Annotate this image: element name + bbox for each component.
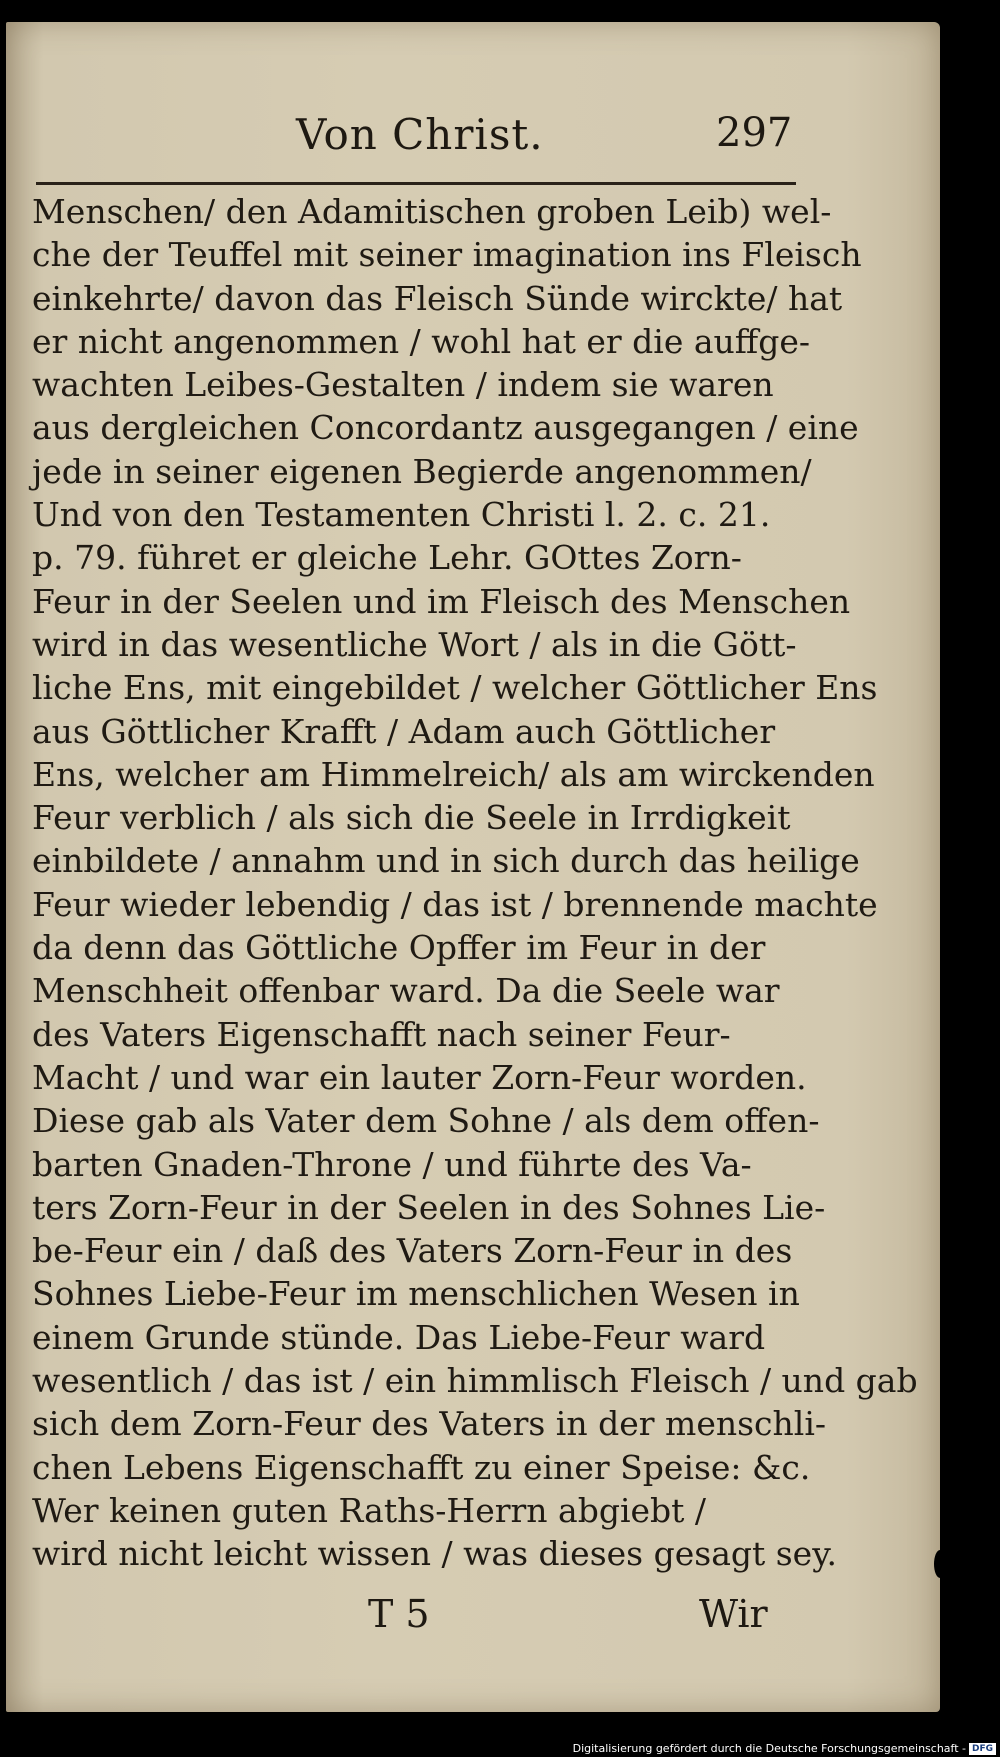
text-line: aus dergleichen Concordantz ausgegangen / eine xyxy=(32,408,859,448)
digitization-credit xyxy=(573,1742,996,1755)
text-line: Ens, welcher am Himmelreich/ als am wirckenden xyxy=(32,754,875,794)
text-line: wird in das wesentliche Wort / als in die Gött- xyxy=(32,624,797,664)
text-line: ters Zorn-Feur in der Seelen in des Sohnes Lie- xyxy=(32,1187,826,1227)
text-line: er nicht angenommen / wohl hat er die auffge- xyxy=(32,321,811,361)
text-line: Menschen/ den Adamitischen groben Leib) wel- xyxy=(32,192,832,231)
text-line: einbildete / annahm und in sich durch das heilige xyxy=(32,841,860,881)
credit-text: Digitalisierung gefördert durch die Deutsche Forschungsgemeinschaft - xyxy=(572,1742,966,1755)
text-line: wesentlich / das ist / ein himmlisch Fleisch / und gab xyxy=(32,1361,918,1401)
text-line: aus Göttlicher Krafft / Adam auch Göttlicher xyxy=(32,711,776,751)
text-line: Und von den Testamenten Christi l. 2. c. 21. xyxy=(32,495,771,535)
text-line: wachten Leibes-Gestalten / indem sie waren xyxy=(32,365,774,405)
text-line: sich dem Zorn-Feur des Vaters in der menschli- xyxy=(32,1404,827,1444)
page-footer xyxy=(6,1592,806,1652)
text-line: da denn das Göttliche Opffer im Feur in der xyxy=(32,928,766,968)
text-line: Wer keinen guten Raths-Herrn abgiebt / xyxy=(32,1490,707,1530)
dfg-logo-icon: DFG xyxy=(969,1743,996,1755)
signature-mark: T 5 xyxy=(368,1592,430,1636)
book-page xyxy=(6,22,940,1712)
text-line: Feur in der Seelen und im Fleisch des Menschen xyxy=(32,581,851,621)
text-line: einem Grunde stünde. Das Liebe-Feur ward xyxy=(32,1317,766,1357)
running-title: Von Christ. xyxy=(296,110,544,159)
header-rule xyxy=(36,182,796,185)
text-line: chen Lebens Eigenschafft zu einer Speise: &c. xyxy=(32,1447,811,1487)
text-line: Diese gab als Vater dem Sohne / als dem offen- xyxy=(32,1101,820,1141)
text-line: Feur wieder lebendig / das ist / brennende machte xyxy=(32,884,878,924)
text-line: p. 79. führet er gleiche Lehr. GOttes Zorn- xyxy=(32,538,742,578)
text-line: des Vaters Eigenschafft nach seiner Feur- xyxy=(32,1014,731,1054)
text-line: wird nicht leicht wissen / was dieses gesagt sey. xyxy=(32,1534,837,1574)
catchword: Wir xyxy=(699,1592,768,1636)
text-line: liche Ens, mit eingebildet / welcher Göttlicher Ens xyxy=(32,668,878,708)
text-line: Macht / und war ein lauter Zorn-Feur worden. xyxy=(32,1057,807,1097)
text-line: Menschheit offenbar ward. Da die Seele war xyxy=(32,971,780,1011)
text-line: einkehrte/ davon das Fleisch Sünde wirckte/ hat xyxy=(32,278,843,318)
text-line: be-Feur ein / daß des Vaters Zorn-Feur in des xyxy=(32,1231,793,1271)
text-line: barten Gnaden-Throne / und führte des Va- xyxy=(32,1144,752,1184)
text-line: Feur verblich / als sich die Seele in Irrdigkeit xyxy=(32,798,791,838)
page-number: 297 xyxy=(716,110,793,156)
text-line: Sohnes Liebe-Feur im menschlichen Wesen in xyxy=(32,1274,800,1314)
page-damage-hole xyxy=(934,1550,946,1578)
body-text xyxy=(32,190,918,1576)
text-line: jede in seiner eigenen Begierde angenommen/ xyxy=(32,451,812,491)
page-header xyxy=(296,110,796,170)
text-line: che der Teuffel mit seiner imagination ins Fleisch xyxy=(32,235,862,275)
